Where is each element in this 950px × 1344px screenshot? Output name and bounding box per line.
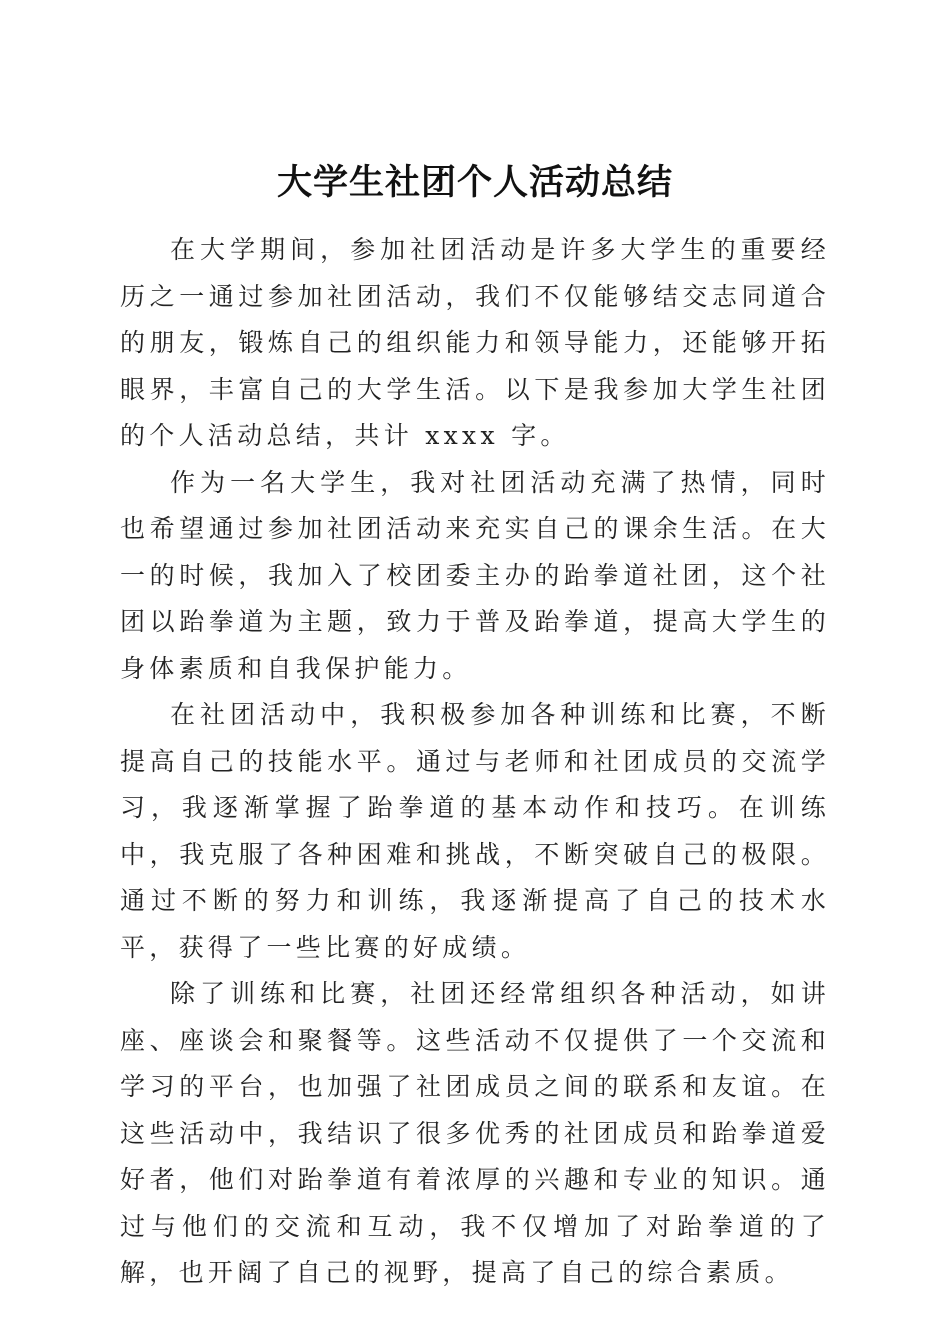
paragraph-1: 在大学期间，参加社团活动是许多大学生的重要经历之一通过参加社团活动，我们不仅能够结交志同道合的朋友，锻炼自己的组织能力和领导能力，还能够开拓眼界，丰富自己的大学生活。以下是我参加大学生社团的个人活动总结，共计 xxxx 字。 [120,235,830,450]
paragraph-4: 除了训练和比赛，社团还经常组织各种活动，如讲座、座谈会和聚餐等。这些活动不仅提供了一个交流和学习的平台，也加强了社团成员之间的联系和友谊。在这些活动中，我结识了很多优秀的社团成员和跆拳道爱好者，他们对跆拳道有着浓厚的兴趣和专业的知识。通过与他们的交流和互动，我不仅增加了对跆拳道的了解，也开阔了自己的视野，提高了自己的综合素质。 [120,979,830,1287]
document-title: 大学生社团个人活动总结 [276,162,673,204]
paragraph-2: 作为一名大学生，我对社团活动充满了热情，同时也希望通过参加社团活动来充实自己的课余生活。在大一的时候，我加入了校团委主办的跆拳道社团，这个社团以跆拳道为主题，致力于普及跆拳道，提高大学生的身体素质和自我保护能力。 [120,467,830,683]
paragraph-3: 在社团活动中，我积极参加各种训练和比赛，不断提高自己的技能水平。通过与老师和社团成员的交流学习，我逐渐掌握了跆拳道的基本动作和技巧。在训练中，我克服了各种困难和挑战，不断突破自己的极限。通过不断的努力和训练，我逐渐提高了自己的技术水平，获得了一些比赛的好成绩。 [120,700,830,962]
document-body [120,227,830,1297]
